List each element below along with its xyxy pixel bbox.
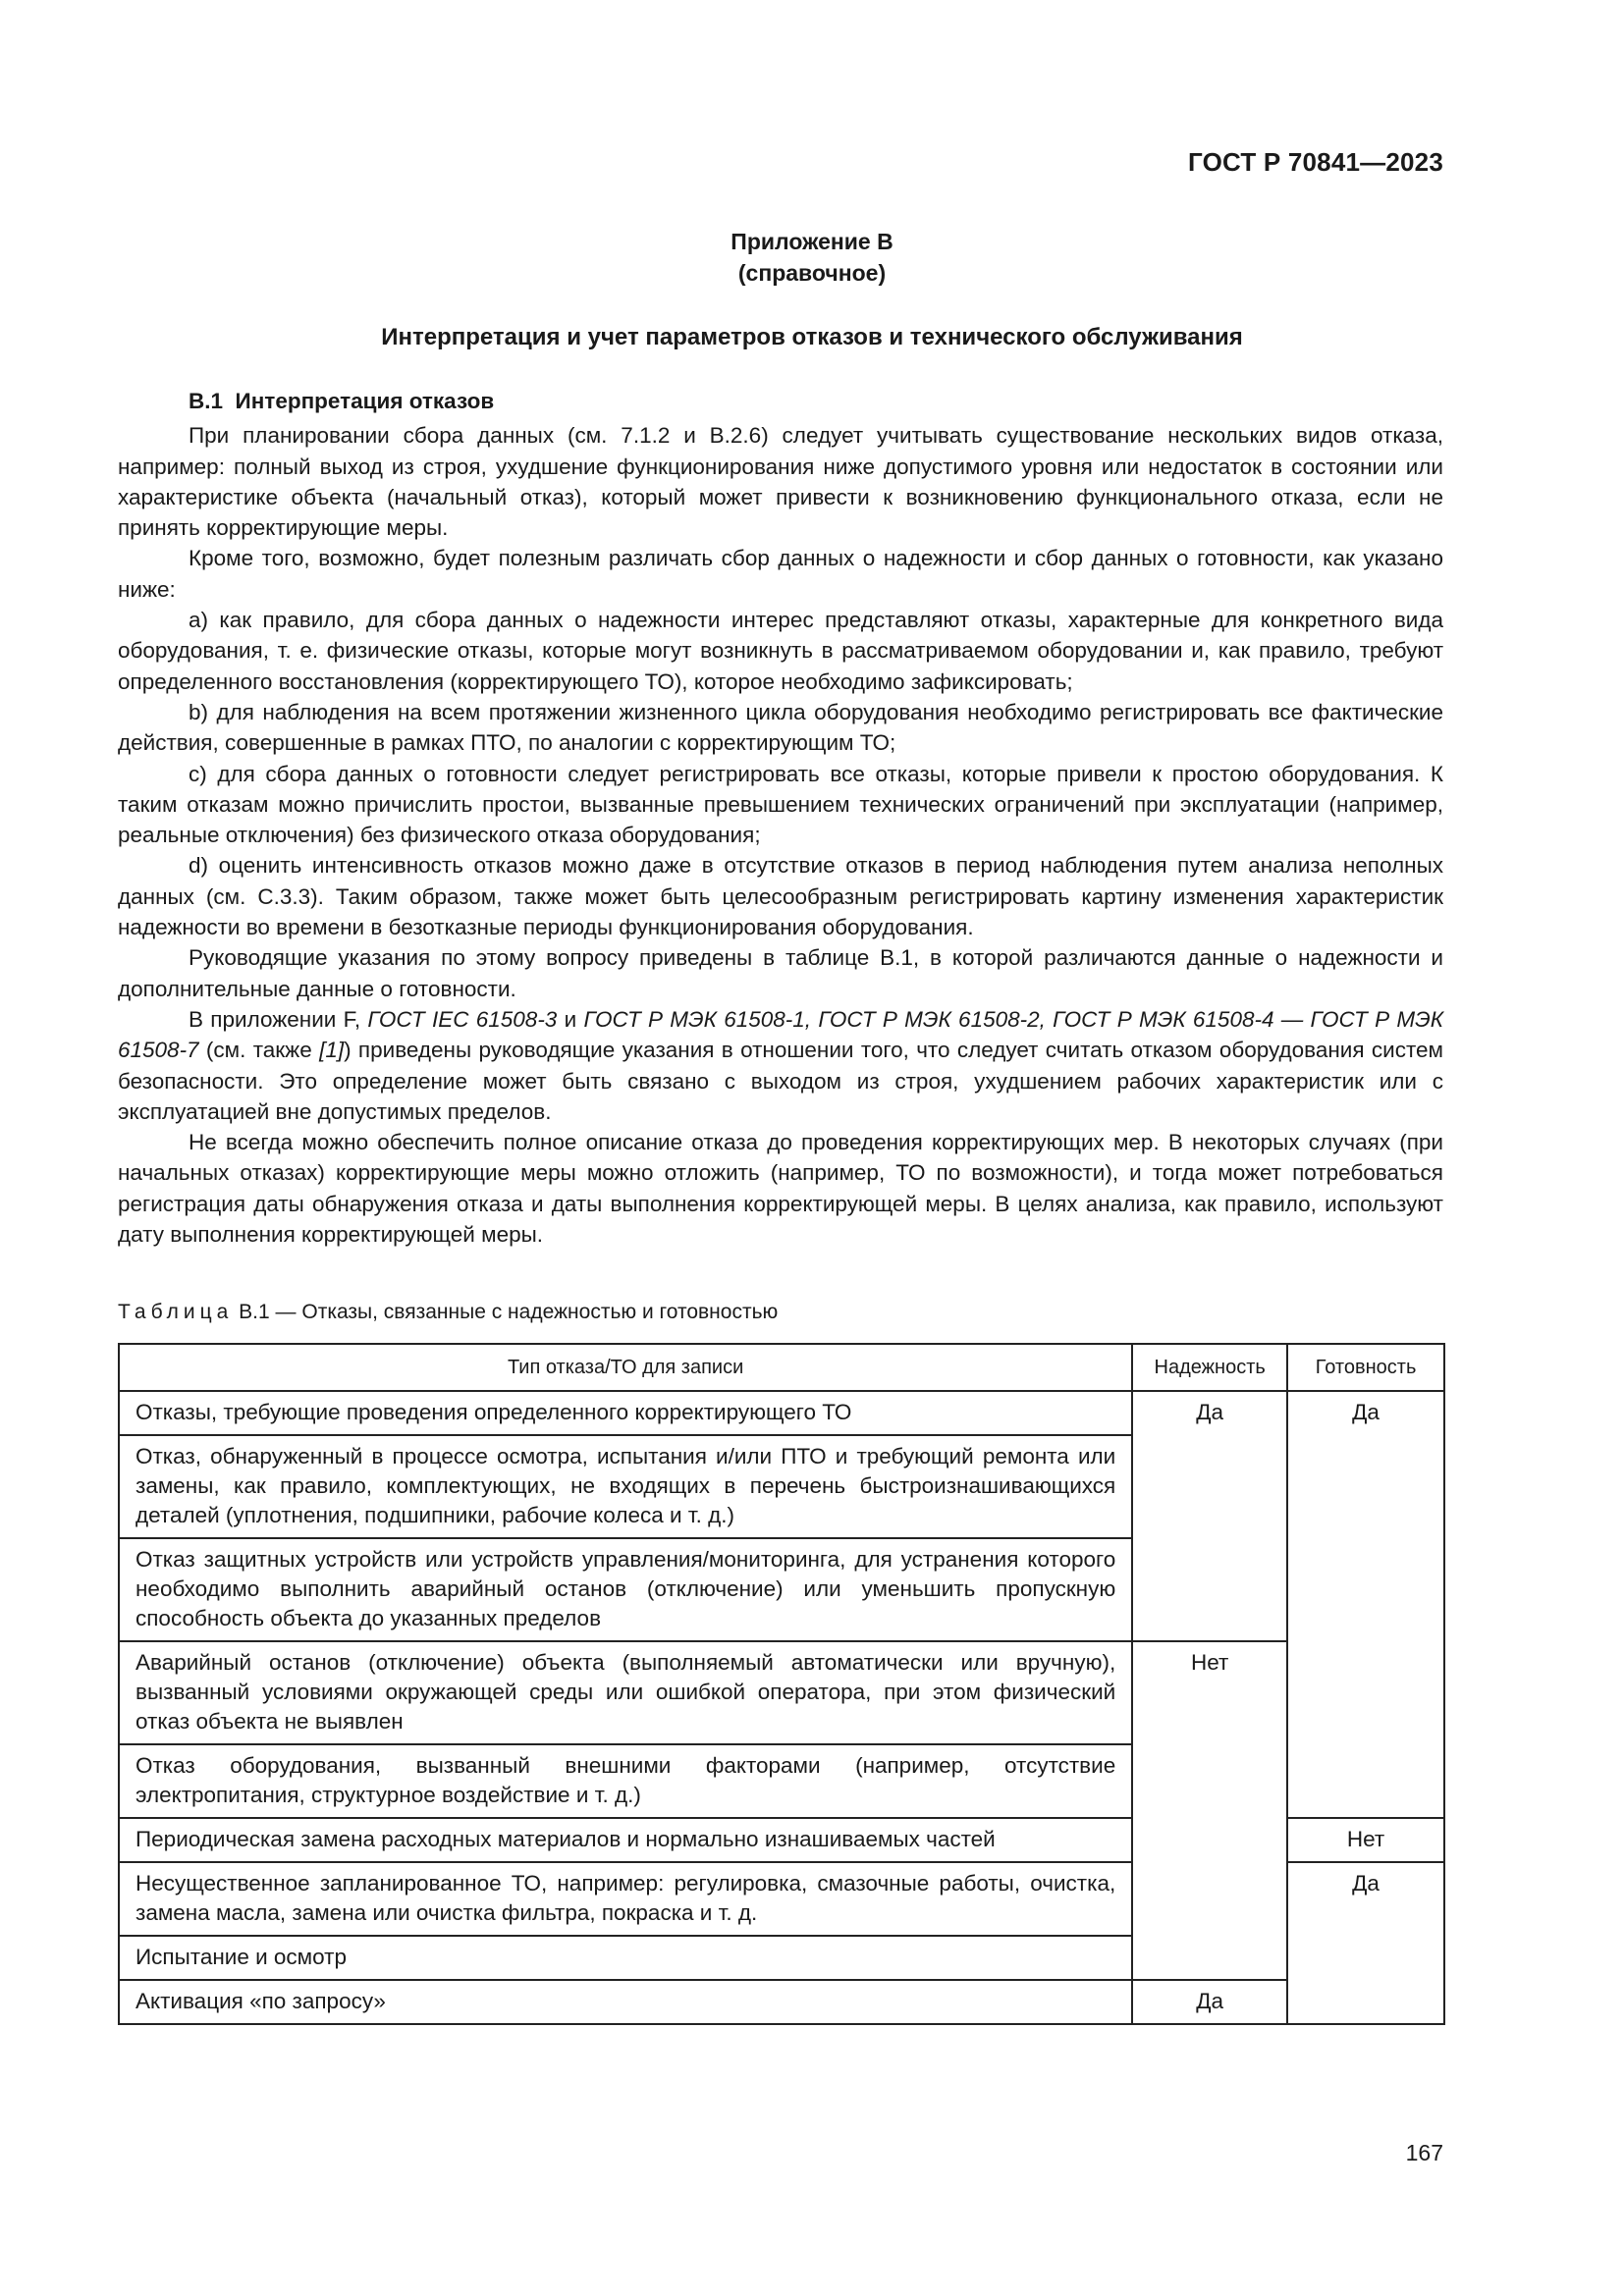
text-run: ) приведены руководящие указания в отношении того, что следует считать отказом оборудования систем безопасности. Это определение может быть связано с выходом из строя, ухудшением рабочих характеристик или с эксплуатацией вне допустимых пределов. xyxy=(118,1038,1443,1124)
appendix-main-title: Интерпретация и учет параметров отказов и технического обслуживания xyxy=(381,324,1243,350)
row-type-cell: Периодическая замена расходных материалов и нормально изнашиваемых частей xyxy=(119,1818,1132,1862)
table-row xyxy=(119,1391,1444,1435)
row-type-cell: Отказ оборудования, вызванный внешними факторами (например, отсутствие электропитания, структурное воздействие и т. д.) xyxy=(119,1744,1132,1818)
availability-cell: Да xyxy=(1287,1862,1444,2024)
text-run: и xyxy=(557,1006,584,1032)
row-type-cell: Испытание и осмотр xyxy=(119,1936,1132,1980)
table-caption xyxy=(118,1301,778,1324)
row-type-cell: Отказ, обнаруженный в процессе осмотра, испытания и/или ПТО и требующий ремонта или замены, как правило, комплектующих, не входящих в перечень быстроизнашивающихся деталей (уплотнения, подшипники, рабочие колеса и т. д.) xyxy=(119,1435,1132,1538)
appendix-subtitle: (справочное) xyxy=(737,260,887,286)
appendix-title: Приложение В xyxy=(731,229,893,254)
table-header-row xyxy=(119,1344,1444,1391)
paragraph: Не всегда можно обеспечить полное описание отказа до проведения корректирующих мер. В некоторых случаях (при начальных отказах) корректирующие меры можно отложить (например, ТО по возможности), и тогда может потребоваться регистрация даты обнаружения отказа и даты выполнения корректирующей меры. В целях анализа, как правило, используют дату выполнения корректирующей меры. xyxy=(118,1130,1443,1248)
header-reliability: Надежность xyxy=(1132,1344,1287,1391)
table-row xyxy=(119,1980,1444,2024)
list-item-d: d) оценить интенсивность отказов можно даже в отсутствие отказов в период наблюдения путем анализа неполных данных (см. С.3.3). Таким образом, также может быть целесообразным регистрировать картину изменения характеристик надежности во времени в безотказные периоды функционирования оборудования. xyxy=(118,853,1443,940)
text-run: В приложении F, xyxy=(189,1006,368,1032)
standard-id: ГОСТ Р 70841—2023 xyxy=(1188,147,1443,177)
section-number: В.1 xyxy=(189,389,224,413)
standard-reference: ГОСТ IEC 61508-3 xyxy=(367,1006,558,1032)
row-type-cell: Отказы, требующие проведения определенного корректирующего ТО xyxy=(119,1391,1132,1435)
section-title: Интерпретация отказов xyxy=(235,389,495,413)
section-heading xyxy=(118,386,1443,416)
list-item-a: a) как правило, для сбора данных о надежности интерес представляют отказы, характерные для конкретного вида оборудования, т. е. физические отказы, которые могут возникнуть в рассматриваемом оборудовании и, как правило, требуют определенного восстановления (корректирующего ТО), которое необходимо зафиксировать; xyxy=(118,608,1443,694)
body-text xyxy=(118,386,1443,1250)
table-row xyxy=(119,1641,1444,1744)
reliability-cell: Да xyxy=(1132,1980,1287,2024)
bibliography-reference: [1] xyxy=(319,1038,345,1063)
page-number: 167 xyxy=(1405,2140,1443,2165)
row-type-cell: Аварийный останов (отключение) объекта (выполняемый автоматически или вручную), вызванный условиями окружающей среды или ошибкой оператора, при этом физический отказ объекта не выявлен xyxy=(119,1641,1132,1744)
table-caption-label: Таблица xyxy=(118,1301,234,1323)
appendix-heading xyxy=(0,226,1624,289)
row-type-cell: Отказ защитных устройств или устройств управления/мониторинга, для устранения которого необходимо выполнить аварийный останов (отключение) или уменьшить пропускную способность объекта до указанных пределов xyxy=(119,1538,1132,1641)
paragraph: Кроме того, возможно, будет полезным различать сбор данных о надежности и сбор данных о готовности, как указано ниже: xyxy=(118,546,1443,602)
table-caption-text: В.1 — Отказы, связанные с надежностью и готовностью xyxy=(233,1301,779,1323)
standard-reference: ГОСТ Р МЭК 61508-1, ГОСТ Р МЭК 61508-2, ГОСТ Р МЭК 61508-4 — ГОСТ Р МЭК 61508-7 xyxy=(118,1006,1444,1063)
failures-table xyxy=(118,1343,1445,2025)
row-type-cell: Несущественное запланированное ТО, например: регулировка, смазочные работы, очистка, замена масла, замена или очистка фильтра, покраска и т. д. xyxy=(119,1862,1132,1936)
list-item-c: c) для сбора данных о готовности следует регистрировать все отказы, которые привели к простою оборудования. К таким отказам можно причислить простои, вызванные превышением технических ограничений при эксплуатации (например, реальные отключения) без физического отказа оборудования; xyxy=(118,761,1443,848)
reliability-cell: Да xyxy=(1132,1391,1287,1641)
paragraph: Руководящие указания по этому вопросу приведены в таблице В.1, в которой различаются данные о надежности и дополнительные данные о готовности. xyxy=(118,945,1443,1001)
paragraph: При планировании сбора данных (см. 7.1.2 и В.2.6) следует учитывать существование нескольких видов отказа, например: полный выход из строя, ухудшение функционирования ниже допустимого уровня или недостаток в состоянии или характеристике объекта (начальный отказ), который может привести к возникновению функционального отказа, если не принять корректирующие меры. xyxy=(118,423,1443,541)
header-availability: Готовность xyxy=(1287,1344,1444,1391)
row-type-cell: Активация «по запросу» xyxy=(119,1980,1132,2024)
list-item-b: b) для наблюдения на всем протяжении жизненного цикла оборудования необходимо регистрировать все фактические действия, совершенные в рамках ПТО, по аналогии с корректирующим ТО; xyxy=(118,699,1443,756)
paragraph-references xyxy=(118,1004,1443,1127)
header-type: Тип отказа/ТО для записи xyxy=(119,1344,1132,1391)
text-run: (см. также xyxy=(198,1038,320,1063)
availability-cell: Да xyxy=(1287,1391,1444,1818)
reliability-cell: Нет xyxy=(1132,1641,1287,1980)
availability-cell: Нет xyxy=(1287,1818,1444,1862)
